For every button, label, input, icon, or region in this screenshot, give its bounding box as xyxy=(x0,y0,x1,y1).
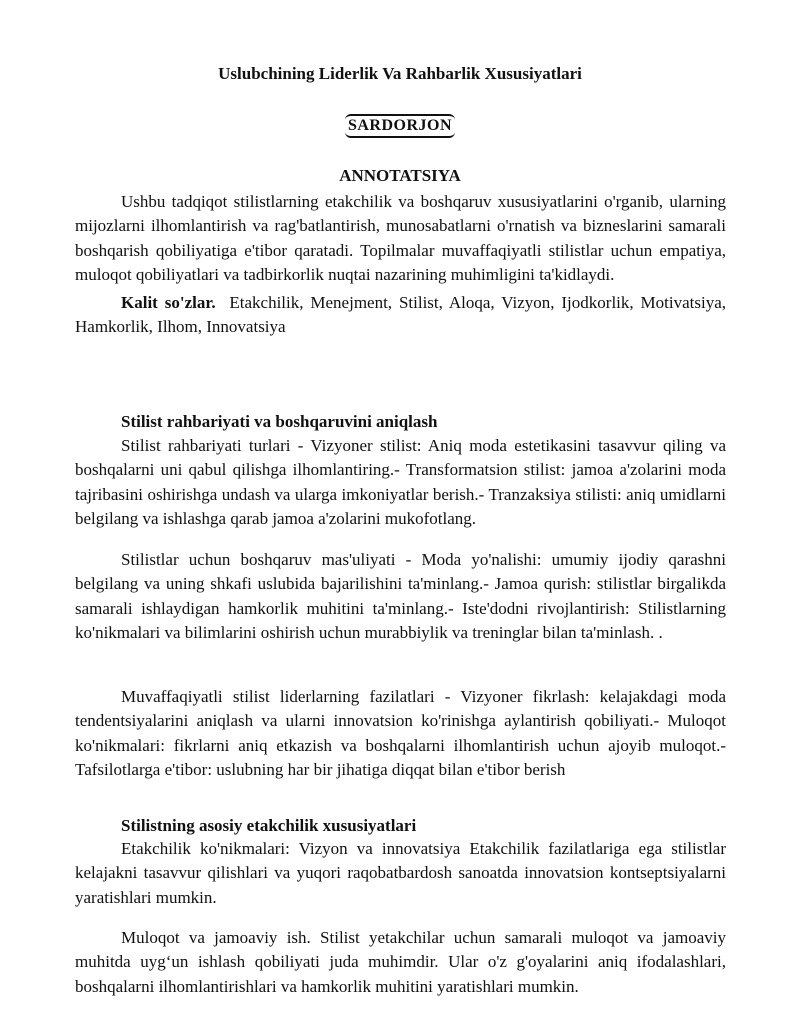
annotation-paragraph: Ushbu tadqiqot stilistlarning etakchilik va boshqaruv xususiyatlarini o'rganib, ularning mijozlarni ilhomlantirish va rag'batlantirish, munosabatlarni o'rnatish va bizneslarini samarali boshqarish qobiliyatiga e'tibor qaratadi. Topilmalar muvaffaqiyatli stilistlar uchun empatiya, muloqot qobiliyatlari va tadbirkorlik nuqtai nazarining muhimligini ta'kidlaydi. xyxy=(75,192,726,284)
section-body xyxy=(75,685,726,782)
body-paragraph: Muvaffaqiyatli stilist liderlarning fazilatlari - Vizyoner fikrlash: kelajakdagi moda tendentsiyalarini aniqlash va ularni innovatsion ko'rinishga aylantirish qobiliyati.- Muloqot ko'nikmalari: fikrlarni aniq etkazish va boshqalarni ilhomlantirish uchun ajoyib muloqot.- Tafsilotlarga e'tibor: uslubning har bir jihatiga diqqat bilan e'tibor berish xyxy=(75,687,726,779)
document-title: Uslubchining Liderlik Va Rahbarlik Xususiyatlari xyxy=(218,64,582,83)
body-paragraph: Stilist rahbariyati turlari - Vizyoner stilist: Aniq moda estetikasini tasavvur qiling va boshqalarni uni qabul qilishga ilhomlantiring.- Transformatsion stilist: jamoa a'zolarini moda tajribasini oshirishga undash va ularga imkoniyatlar berish.- Tranzaksiya stilisti: aniq umidlarni belgilang va ishlashga qarab jamoa a'zolarini mukofotlang. xyxy=(75,436,726,528)
section-body xyxy=(75,434,726,531)
section-body xyxy=(75,837,726,910)
annotation-heading: ANNOTATSIYA xyxy=(339,166,461,185)
keywords-label: Kalit so'zlar. xyxy=(121,293,216,313)
keywords-text: Etakchilik, Menejment, Stilist, Aloqa, Vizyon, Ijodkorlik, Motivatsiya, Hamkorlik, Ilhom, Innovatsiya xyxy=(75,293,726,337)
keywords-paragraph xyxy=(75,291,726,340)
body-paragraph: Muloqot va jamoaviy ish. Stilist yetakchilar uchun samarali muloqot va jamoaviy muhitda uyg‘un ishlash qobiliyati juda muhimdir. Ular o'z g'oyalarini aniq ifodalashlari, boshqalarni ilhomlantirishlari va hamkorlik muhitini yaratishlari mumkin. xyxy=(75,928,726,996)
author-block xyxy=(0,114,800,138)
section-body xyxy=(75,926,726,999)
section-heading: Stilistning asosiy etakchilik xususiyatlari xyxy=(121,816,417,835)
body-paragraph: Stilistlar uchun boshqaruv mas'uliyati - Moda yo'nalishi: umumiy ijodiy qarashni belgilang va uning shkafi uslubida bajarilishini ta'minlang.- Jamoa qurish: stilistlar birgalikda samarali ishlaydigan hamkorlik muhitini ta'minlang.- Iste'dodni rivojlantirish: Stilistlarning ko'nikmalari va bilimlarini oshirish uchun murabbiylik va treninglar bilan ta'minlash. . xyxy=(75,550,726,642)
section-body xyxy=(75,548,726,645)
annotation-body xyxy=(75,190,726,340)
author-name: SARDORJON xyxy=(345,114,455,138)
body-paragraph: Etakchilik ko'nikmalari: Vizyon va innovatsiya Etakchilik fazilatlariga ega stilistlar kelajakni tasavvur qilishlari va yuqori raqobatbardosh sanoatda innovatsion kontseptsiyalarni yaratishlari mumkin. xyxy=(75,839,726,907)
section-heading: Stilist rahbariyati va boshqaruvini aniqlash xyxy=(121,412,438,431)
